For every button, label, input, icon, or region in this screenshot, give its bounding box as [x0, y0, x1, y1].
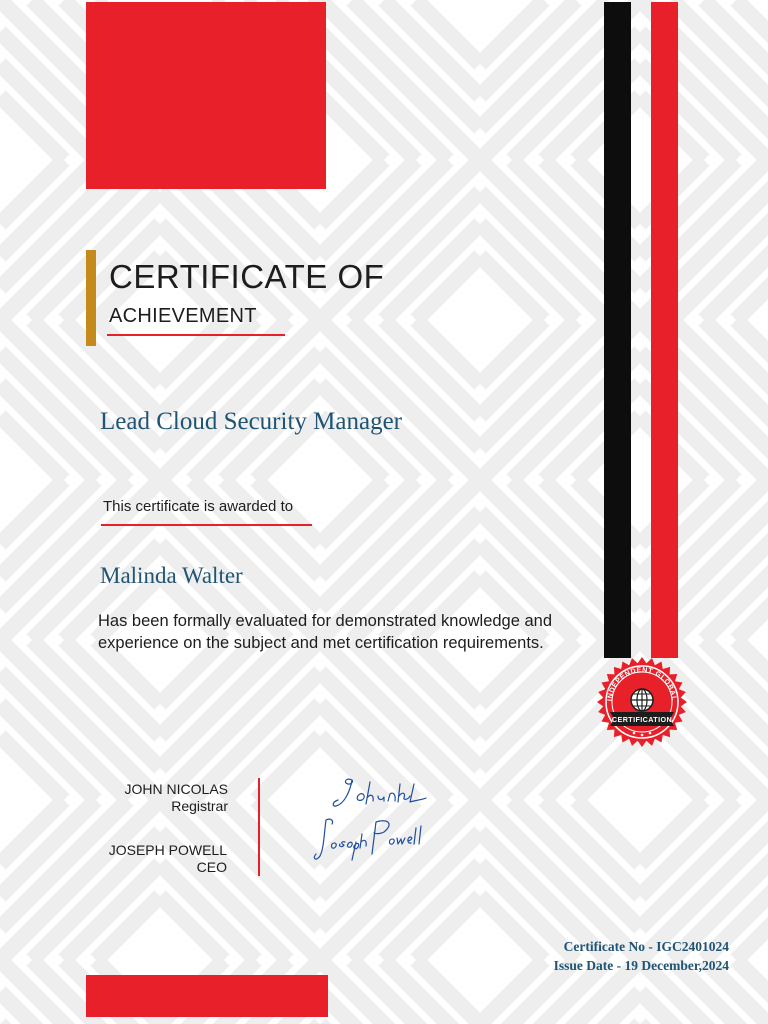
signature-joseph-powell — [312, 814, 432, 870]
top-red-block — [86, 2, 326, 189]
signature-john-nicolas — [330, 774, 430, 814]
course-title: Lead Cloud Security Manager — [100, 408, 402, 435]
certificate-description: Has been formally evaluated for demonstrated knowledge and experience on the subject and met certification requirements. — [98, 612, 553, 652]
subtitle-underline — [107, 334, 285, 336]
signatory-registrar — [28, 781, 228, 815]
signatory-name: JOHN NICOLAS — [124, 781, 228, 797]
black-ribbon — [604, 2, 631, 658]
certificate-title: CERTIFICATE OF — [109, 258, 385, 295]
issue-date: Issue Date - 19 December,2024 — [553, 958, 729, 973]
seal-ribbon-text: CERTIFICATION — [611, 715, 673, 724]
certification-seal-icon — [596, 656, 688, 748]
awarded-text: This certificate is awarded to — [103, 498, 294, 515]
title-accent-bar — [86, 250, 96, 346]
bottom-red-block — [86, 975, 328, 1017]
awarded-underline — [101, 524, 312, 526]
certificate-subtitle: ACHIEVEMENT — [109, 305, 257, 327]
signatory-role: CEO — [196, 859, 227, 875]
red-ribbon — [651, 2, 678, 658]
signatory-ceo — [27, 842, 227, 876]
recipient-name: Malinda Walter — [100, 563, 243, 588]
signature-divider — [258, 778, 260, 876]
seal-top-text: INDEPENDENT GLOBAL — [606, 666, 678, 702]
signatory-role: Registrar — [171, 798, 228, 814]
certificate-number: Certificate No - IGC2401024 — [563, 939, 729, 954]
signatory-name: JOSEPH POWELL — [108, 842, 227, 858]
